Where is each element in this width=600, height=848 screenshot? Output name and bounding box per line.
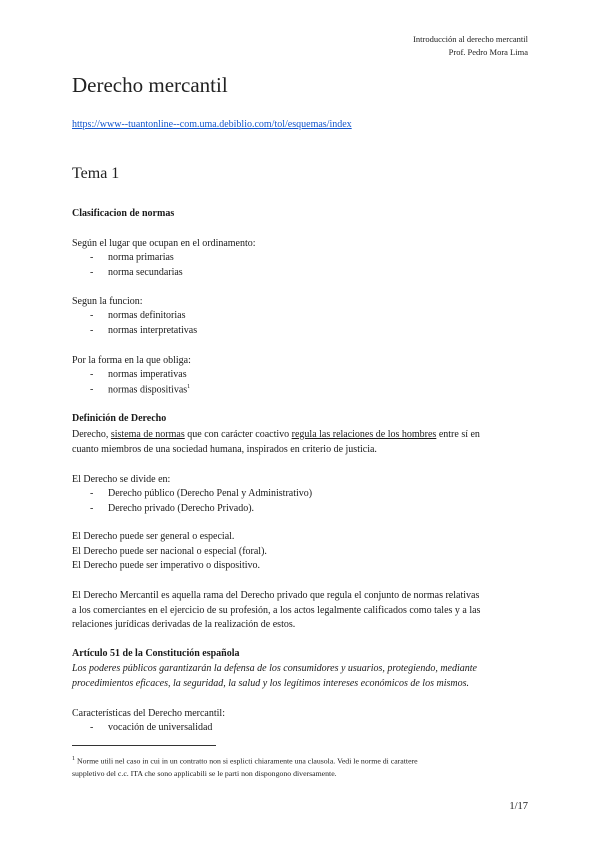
list-item: - normas interpretativas: [90, 325, 198, 336]
list-item: - norma secundarias: [90, 267, 183, 278]
mercantil-paragraph: El Derecho Mercantil es aquella rama del Derecho privado que regula el conjunto de normas relativas a los comerciantes en el ejercicio de su profesión, a los actos legalmente calificados como tales y a las relaciones jurídicas derivadas de la realización de estos.: [72, 590, 481, 630]
funcion-intro: Segun la funcion:: [72, 296, 143, 307]
footnote: $^1$ Norme utili nel caso in cui in un contratto non si esplicti chiaramente una clausola. Vedi le norme di carattere suppletivo del c.c. ITA che sono applicabili se le parti non dispongono diversamente.: [72, 756, 418, 778]
footnote-ref[interactable]: 1: [187, 384, 191, 390]
list-item: - norma primarias: [90, 252, 174, 263]
list-item: - Derecho privado (Derecho Privado).: [90, 503, 255, 514]
list-item: - normas definitorias: [90, 310, 186, 321]
forma-intro: Por la forma en la que obliga:: [72, 355, 191, 366]
divide-intro: El Derecho se divide en:: [72, 474, 171, 485]
list-item: - normas imperativas: [90, 369, 187, 380]
header-course: Introducción al derecho mercantil: [413, 34, 528, 44]
puede-list: El Derecho puede ser general o especial. El Derecho puede ser nacional o especial (foral). El Derecho puede ser imperativo o dispositivo.: [72, 531, 267, 571]
definicion-paragraph: Derecho, sistema de normas que con carácter coactivo regula las relaciones de los hombres entre sí en cuanto miembros de una sociedad humana, inspirados en criterio de justicia.: [72, 429, 480, 455]
footnote-divider: [72, 745, 216, 746]
header-professor: Prof. Pedro Mora Lima: [448, 47, 528, 57]
page-header: [413, 33, 528, 59]
tema-heading: Tema 1: [72, 165, 120, 182]
page-number: 1/17: [509, 801, 528, 812]
definicion-heading: Definición de Derecho: [72, 413, 167, 424]
articulo-heading: Artículo 51 de la Constitución española: [72, 648, 240, 659]
articulo-quote: Los poderes públicos garantizarán la defensa de los consumidores y usuarios, protegiendo, mediante procedimientos eficaces, la seguridad, la salud y los legítimos intereses económicos de los mismos.: [72, 663, 477, 689]
list-item: - normas dispositivas$^1$: [90, 384, 191, 396]
esquemas-link[interactable]: https://www--tuantonline--com.uma.debiblio.com/tol/esquemas/index: [72, 119, 352, 130]
caracteristicas-intro: Características del Derecho mercantil:: [72, 708, 225, 719]
clasificacion-heading: Clasificacion de normas: [72, 208, 175, 219]
document-title: Derecho mercantil: [72, 73, 228, 97]
list-item: - Derecho público (Derecho Penal y Administrativo): [90, 488, 313, 499]
list-item: - vocación de universalidad: [90, 722, 213, 733]
lugar-intro: Según el lugar que ocupan en el ordinamento:: [72, 238, 256, 249]
